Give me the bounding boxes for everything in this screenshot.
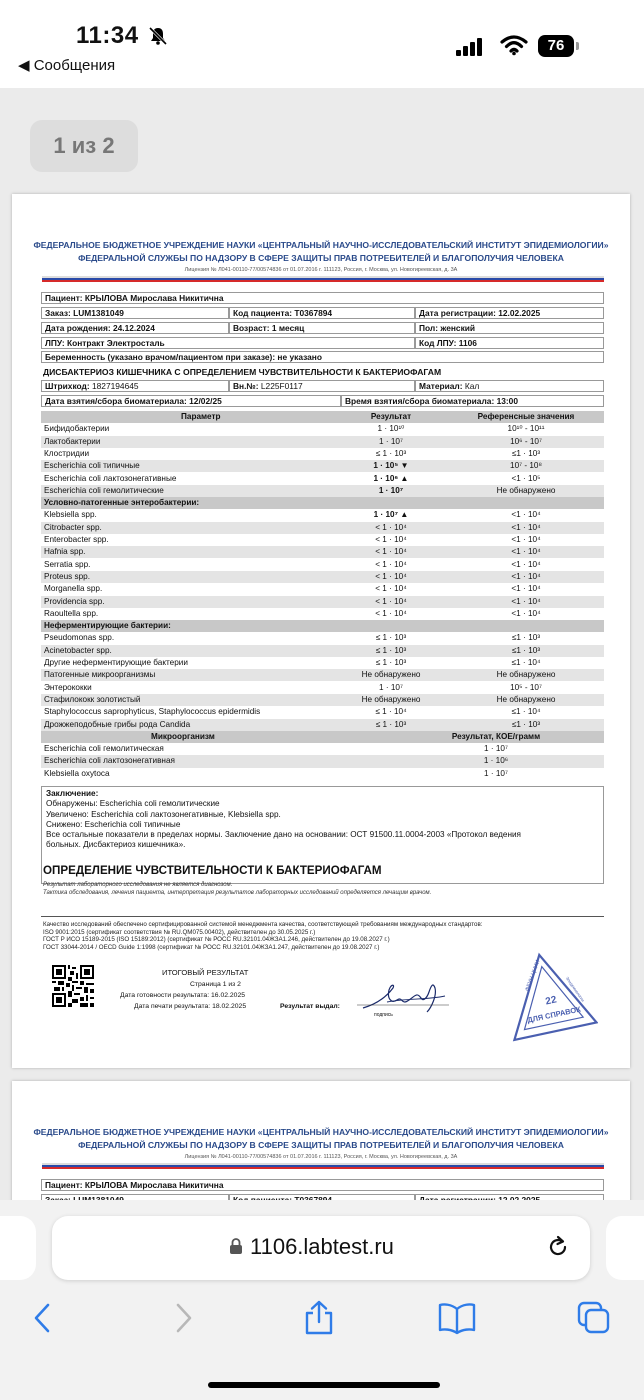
table-cell: Не обнаружено (496, 694, 556, 704)
table-row (41, 669, 604, 681)
table-cell: 1 · 10⁵ ▼ (373, 461, 409, 471)
table-cell: ≤1 · 10⁴ (511, 707, 541, 717)
table-cell: 1 · 10⁶ (483, 756, 509, 766)
table-cell: < 1 · 10⁴ (375, 596, 407, 606)
issued-by-label: Результат выдал: (280, 1003, 340, 1010)
table-cell: <1 · 10⁴ (511, 559, 541, 569)
table-cell: Лактобактерии (44, 436, 101, 446)
table-cell: 1 · 10⁷ (484, 768, 508, 778)
table-cell: < 1 · 10⁴ (375, 547, 407, 557)
patient-name: Пациент: КРЫЛОВА Мирослава Никитична (41, 292, 604, 304)
table-cell: <1 · 10⁴ (511, 596, 541, 606)
license-line: Лицензия № Л041-00110-77/00574836 от 01.07.2016 г. 111123, Россия, г. Москва, ул. Новогиреевская, д. 3А (184, 1154, 458, 1160)
table-cell: Klebsiella spp. (44, 510, 97, 520)
table-cell: ≤ 1 · 10³ (375, 658, 407, 667)
table-row (41, 473, 604, 485)
table-cell: Не обнаружено (496, 670, 556, 680)
table-row (41, 509, 604, 521)
stamp-ring-text: ФБУН ЦНИИ (524, 959, 542, 993)
lpu-code: Код ЛПУ: 1106 (415, 337, 604, 349)
table-cell: ≤ 1 · 10³ (375, 645, 407, 655)
certification-block (43, 921, 482, 951)
micro-row (41, 768, 604, 780)
conclusion-line: больных. Дисбактериоз кишечника». (46, 840, 186, 850)
table-row (41, 694, 604, 706)
table-cell: ≤1 · 10³ (511, 719, 541, 729)
table-cell: Референсные значения (477, 412, 575, 421)
table-cell: Staphylococcus saprophyticus, Staphylococcus epidermidis (44, 707, 261, 717)
flag-stripe (42, 1163, 604, 1169)
table-cell: ≤ 1 · 10³ (375, 448, 407, 458)
table-cell: Morganella spp. (44, 584, 103, 594)
table-row (41, 645, 604, 657)
table-section-row (41, 620, 604, 632)
table-cell: ≤1 · 10³ (511, 645, 541, 655)
table-row (41, 583, 604, 595)
table-cell: 1 · 10⁶ ▲ (373, 473, 409, 483)
table-row (41, 571, 604, 583)
table-cell: 1 · 10⁷ (379, 682, 403, 692)
table-cell: 1 · 10⁷ ▲ (373, 510, 409, 520)
table-cell: 1 · 10⁷ (378, 485, 404, 495)
table-cell: <1 · 10⁴ (511, 547, 541, 557)
table-cell: Proteus spp. (44, 571, 90, 581)
previous-tab-pill[interactable] (0, 1216, 36, 1280)
table-cell: Escherichia coli гемолитические (44, 485, 164, 495)
table-cell: Бифидобактерии (44, 424, 110, 434)
table-row (41, 682, 604, 694)
muted-bell-icon (148, 26, 168, 46)
table-row (41, 460, 604, 472)
table-cell: <1 · 10⁴ (511, 584, 541, 594)
table-cell: < 1 · 10⁴ (375, 571, 407, 581)
barcode-value: 1827194645 (91, 381, 139, 391)
tabs-icon[interactable] (576, 1300, 612, 1336)
flag-stripe (42, 276, 604, 282)
cert-line: ГОСТ Р ИСО 15189-2015 (ISO 15189:2012) (сертификат № РОСС RU.32101.04ЖЗА1.246, действителен до 19.08.2027 г.) (43, 936, 390, 944)
lock-icon (229, 1237, 243, 1255)
inner-number-field (229, 380, 415, 392)
phage-section-title: ОПРЕДЕЛЕНИЕ ЧУВСТВИТЕЛЬНОСТИ К БАКТЕРИОФАГАМ (43, 864, 382, 877)
table-header-row (41, 411, 604, 423)
document-page-2 (12, 1081, 630, 1215)
registration-date: Дата регистрации: 12.02.2025 (415, 307, 604, 319)
next-tab-pill[interactable] (606, 1216, 644, 1280)
page-counter-badge: 1 из 2 (30, 120, 138, 172)
qr-code-icon (52, 965, 94, 1007)
stamp-number: 22 (544, 994, 558, 1008)
org-name-line1: ФЕДЕРАЛЬНОЕ БЮДЖЕТНОЕ УЧРЕЖДЕНИЕ НАУКИ «ЦЕНТРАЛЬНЫЙ НАУЧНО-ИССЛЕДОВАТЕЛЬСКИЙ ИНСТИТУТ ЭПИДЕМИОЛОГИИ» (33, 1127, 609, 1137)
table-cell: < 1 · 10⁴ (375, 559, 407, 569)
table-cell: Citrobacter spp. (44, 522, 102, 532)
forward-arrow-icon[interactable] (170, 1300, 198, 1336)
table-cell: Klebsiella oxytoca (44, 768, 110, 778)
table-cell: <1 · 10⁴ (511, 510, 541, 520)
table-cell: Результат (370, 412, 412, 421)
table-cell: Энтерококки (44, 682, 92, 692)
birth-date: Дата рождения: 24.12.2024 (41, 322, 229, 334)
table-cell: 1 · 10⁷ (379, 436, 403, 446)
table-cell: ≤1 · 10³ (511, 448, 541, 458)
table-row (41, 706, 604, 718)
test-title: ДИСБАКТЕРИОЗ КИШЕЧНИКА С ОПРЕДЕЛЕНИЕМ ЧУВСТВИТЕЛЬНОСТИ К БАКТЕРИОФАГАМ (43, 367, 442, 377)
table-cell: Escherichia coli лактозонегативная (44, 756, 175, 766)
table-cell: Hafnia spp. (44, 547, 86, 557)
wifi-icon (500, 34, 528, 56)
table-cell: Патогенные микроорганизмы (44, 670, 156, 680)
ready-date: Дата готовности результата: 16.02.2025 (120, 992, 246, 999)
micro-row (41, 743, 604, 755)
table-row (41, 632, 604, 644)
conclusion-line: Увеличено: Escherichia coli лактозонегативные, Klebsiella spp. (46, 809, 281, 819)
barcode-field (41, 380, 229, 392)
final-result-label: ИТОГОВЫЙ РЕЗУЛЬТАТ (162, 968, 249, 977)
patient-name: Пациент: КРЫЛОВА Мирослава Никитична (41, 1179, 604, 1191)
table-cell: Другие неферментирующие бактерии (44, 658, 188, 667)
org-name-line2: ФЕДЕРАЛЬНОЙ СЛУЖБЫ ПО НАДЗОРУ В СФЕРЕ ЗАЩИТЫ ПРАВ ПОТРЕБИТЕЛЕЙ И БЛАГОПОЛУЧИЯ ЧЕЛОВЕКА (78, 1140, 564, 1150)
signature-caption: подпись (374, 1012, 393, 1018)
battery-icon: 76 (538, 35, 574, 57)
license-line: Лицензия № Л041-00110-77/00574836 от 01.07.2016 г. 111123, Россия, г. Москва, ул. Новогиреевская, д. 3А (184, 267, 458, 273)
signature-image (357, 978, 449, 1014)
material-field (415, 380, 604, 392)
table-cell: ≤1 · 10⁴ (511, 658, 541, 667)
conclusion-line: Все остальные показатели в пределах нормы. Заключение дано на основании: ОСТ 91500.11.0004-2003 «Протокол ведения (46, 830, 521, 840)
conclusion-line: Снижено: Escherichia coli типичные (46, 819, 181, 829)
conclusion-line: Обнаружены: Escherichia coli гемолитические (46, 799, 220, 809)
table-row (41, 448, 604, 460)
back-to-messages-link[interactable]: ◀ Сообщения (18, 57, 116, 74)
table-cell: Raoultella spp. (44, 608, 99, 618)
table-cell: Escherichia coli типичные (44, 461, 140, 471)
table-cell: Providencia spp. (44, 596, 105, 606)
table-cell: <1 · 10⁴ (511, 535, 541, 544)
pregnancy-status: Беременность (указано врачом/пациентом при заказе): не указано (41, 351, 604, 363)
share-icon[interactable] (302, 1300, 336, 1336)
org-name-line1: ФЕДЕРАЛЬНОЕ БЮДЖЕТНОЕ УЧРЕЖДЕНИЕ НАУКИ «ЦЕНТРАЛЬНЫЙ НАУЧНО-ИССЛЕДОВАТЕЛЬСКИЙ ИНСТИТУТ ЭПИДЕМИОЛОГИИ» (33, 240, 609, 250)
document-page-1 (12, 194, 630, 1068)
disclaimer-line1: Результат лабораторного исследования не является диагнозом. (43, 882, 233, 888)
table-row (41, 522, 604, 534)
status-time: 11:34 (76, 22, 139, 49)
patient-age: Возраст: 1 месяц (229, 322, 415, 334)
lpu-name: ЛПУ: Контракт Электросталь (41, 337, 415, 349)
battery-tip (576, 42, 579, 50)
conclusion-title: Заключение: (46, 789, 99, 798)
cert-line: ISO 9001:2015 (сертификат соответствия № RU.QM075.00402), действителен до 30.05.2025 г.) (43, 928, 316, 936)
table-cell: 1 · 10⁷ (484, 744, 508, 754)
material-label: Материал: (419, 381, 463, 391)
org-name-line2: ФЕДЕРАЛЬНОЙ СЛУЖБЫ ПО НАДЗОРУ В СФЕРЕ ЗАЩИТЫ ПРАВ ПОТРЕБИТЕЛЕЙ И БЛАГОПОЛУЧИЯ ЧЕЛОВЕКА (78, 253, 564, 263)
page-of-label: Страница 1 из 2 (190, 981, 241, 988)
home-indicator[interactable] (208, 1382, 440, 1388)
back-arrow-icon[interactable] (28, 1300, 56, 1336)
table-cell: <1 · 10⁵ (511, 473, 541, 483)
table-cell: Acinetobacter spp. (44, 645, 112, 655)
barcode-label: Штрихкод: (45, 381, 90, 391)
url-text[interactable]: 1106.labtest.ru (250, 1234, 394, 1259)
table-row (41, 485, 604, 497)
table-cell: 10⁵ - 10⁷ (510, 682, 542, 692)
table-cell: 1 · 10¹⁰ (377, 424, 405, 434)
cert-line: ГОСТ 33044-2014 / OECD Guide 1:1998 (сертификат № РОСС RU.32101.04ЖЗА1.247, действителен до 19.08.2027 г.) (43, 943, 380, 951)
table-cell: ≤ 1 · 10³ (375, 633, 407, 643)
print-date: Дата печати результата: 18.02.2025 (134, 1003, 247, 1010)
patient-sex: Пол: женский (415, 322, 604, 334)
patient-code: Код пациента: T0367894 (229, 307, 415, 319)
table-cell: ≤ 1 · 10³ (375, 719, 407, 729)
table-cell: Клостридии (44, 448, 90, 458)
table-cell: Неферментирующие бактерии: (44, 621, 171, 631)
stamp-ring-text: Эпидемиологии (564, 975, 586, 1003)
table-cell: 10⁶ - 10⁷ (510, 436, 542, 446)
table-cell: Результат, КОЕ/грамм (451, 731, 541, 741)
table-cell: Enterobacter spp. (44, 535, 109, 544)
table-cell: Параметр (181, 412, 221, 421)
table-cell: Escherichia coli гемолитическая (44, 744, 164, 754)
table-cell: <1 · 10⁴ (511, 522, 541, 532)
sample-time: Время взятия/сбора биоматериала: 13:00 (341, 395, 604, 407)
table-row (41, 608, 604, 620)
table-cell: Escherichia coli лактозонегативные (44, 473, 177, 483)
divider (41, 916, 604, 917)
table-cell: Микроорганизм (151, 731, 215, 741)
table-cell: < 1 · 10⁴ (375, 535, 407, 544)
table-row (41, 559, 604, 571)
table-section-row (41, 497, 604, 509)
table-cell: 10⁷ - 10⁸ (510, 461, 542, 471)
table-row (41, 657, 604, 669)
table-cell: < 1 · 10⁴ (375, 584, 407, 594)
table-row (41, 596, 604, 608)
table-cell: 10¹⁰ - 10¹¹ (507, 424, 545, 434)
micro-header-row (41, 731, 604, 743)
table-cell: Pseudomonas spp. (44, 633, 115, 643)
disclaimer-line2: Тактика обследования, лечения пациента, интерпретация результатов лабораторных исследований определяется лечащим врачом. (43, 890, 432, 896)
table-cell: < 1 · 10⁴ (375, 522, 407, 532)
sample-date: Дата взятия/сбора биоматериала: 12/02/25 (41, 395, 341, 407)
table-row (41, 534, 604, 546)
inner-number-label: Вн.№: (233, 381, 259, 391)
table-cell: Не обнаружено (361, 670, 421, 680)
stamp-seal-icon (498, 946, 598, 1046)
table-cell: Стафилококк золотистый (44, 694, 141, 704)
table-cell: Serratia spp. (44, 559, 91, 569)
stamp-text: ДЛЯ СПРАВОК (526, 1004, 582, 1025)
inner-number-value: L225F0117 (260, 381, 303, 391)
order-number: Заказ: LUM1381049 (41, 307, 229, 319)
cellular-signal-icon (456, 38, 484, 56)
material-value: Кал (464, 381, 480, 391)
table-cell: ≤1 · 10³ (511, 633, 541, 643)
table-row (41, 546, 604, 558)
bookmarks-icon[interactable] (437, 1300, 477, 1336)
reload-icon[interactable] (545, 1234, 571, 1260)
table-cell: Условно-патогенные энтеробактерии: (44, 498, 200, 508)
table-cell: <1 · 10⁴ (511, 608, 541, 618)
table-cell: Не обнаружено (361, 694, 421, 704)
table-cell: Не обнаружено (496, 485, 556, 495)
micro-row (41, 755, 604, 767)
table-cell: ≤ 1 · 10⁴ (375, 707, 407, 717)
table-row (41, 423, 604, 435)
table-row (41, 436, 604, 448)
table-cell: <1 · 10⁴ (511, 571, 541, 581)
table-cell: Дрожжеподобные грибы рода Candida (44, 719, 191, 729)
table-row (41, 719, 604, 731)
cert-line: Качество исследований обеспечено сертифицированной системой менеджмента качества, соответствующей требованиям международных стандартов: (43, 921, 483, 928)
table-cell: < 1 · 10⁴ (375, 608, 407, 618)
